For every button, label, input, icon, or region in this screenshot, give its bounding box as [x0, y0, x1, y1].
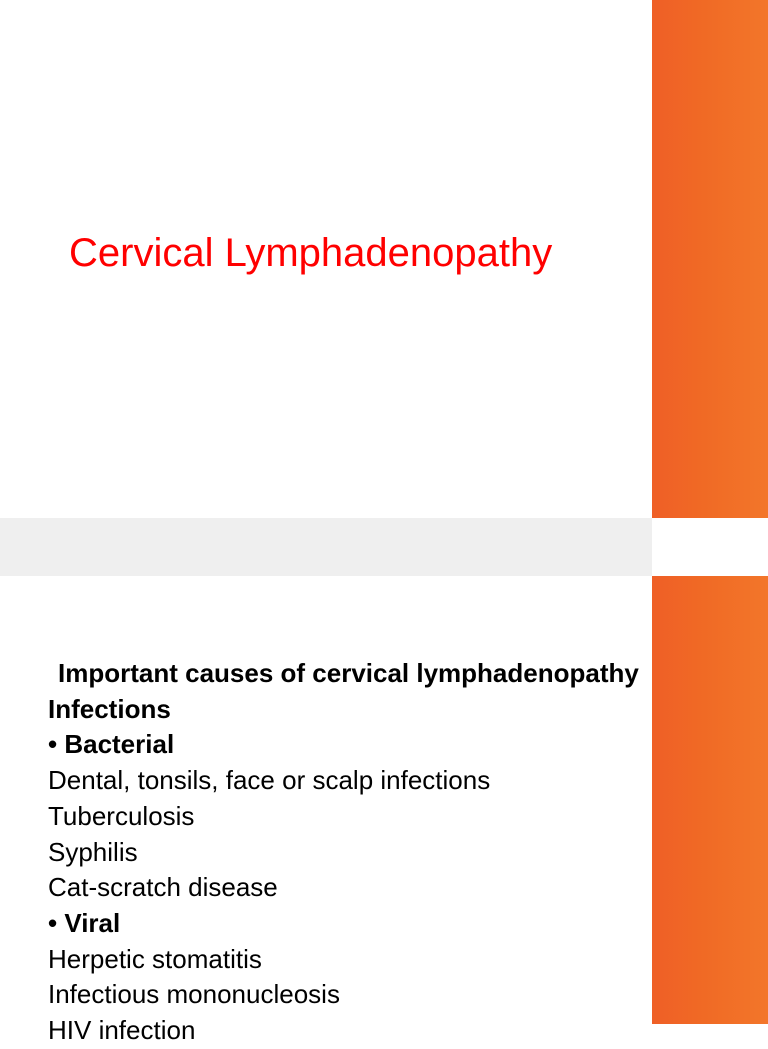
- slide-causes: [0, 576, 768, 1046]
- slide-separator: [0, 518, 652, 576]
- list-item: Herpetic stomatitis: [48, 943, 262, 974]
- list-item: Tuberculosis: [48, 800, 195, 831]
- slide-title: [0, 0, 768, 518]
- bacterial-heading: • Bacterial: [48, 729, 175, 760]
- list-item: Infectious mononucleosis: [48, 979, 340, 1010]
- slide-title-text: Cervical Lymphadenopathy: [69, 231, 553, 275]
- infections-heading: Infections: [48, 693, 171, 724]
- causes-list: [48, 656, 639, 1049]
- list-item: Syphilis: [48, 836, 138, 867]
- causes-heading: Important causes of cervical lymphadenopathy: [58, 658, 639, 688]
- accent-bar: [652, 0, 768, 518]
- accent-bar: [652, 576, 768, 1024]
- list-item: Dental, tonsils, face or scalp infections: [48, 765, 491, 796]
- list-item: Cat-scratch disease: [48, 872, 278, 903]
- viral-heading: • Viral: [48, 907, 121, 938]
- list-item: HIV infection: [48, 1015, 196, 1046]
